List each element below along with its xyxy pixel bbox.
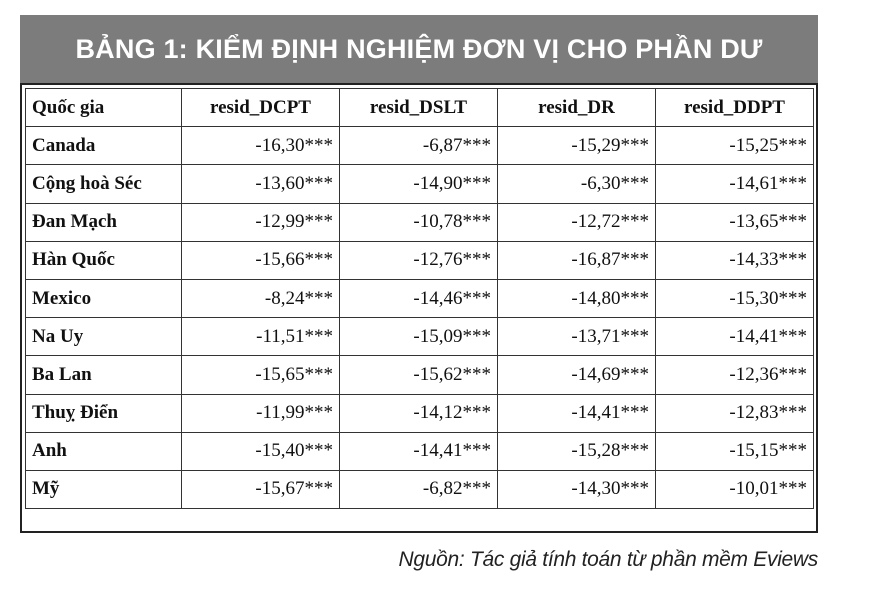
country-cell: Canada: [26, 127, 182, 165]
value-cell: -14,41***: [340, 432, 498, 470]
country-cell: Hàn Quốc: [26, 241, 182, 279]
value-cell: -12,72***: [498, 203, 656, 241]
table-row: [26, 127, 814, 165]
value-cell: -6,30***: [498, 165, 656, 203]
table-row: [26, 356, 814, 394]
header-resid-dcpt: resid_DCPT: [182, 89, 340, 127]
value-cell: -15,66***: [182, 241, 340, 279]
value-cell: -14,46***: [340, 279, 498, 317]
value-cell: -13,60***: [182, 165, 340, 203]
table-row: [26, 318, 814, 356]
value-cell: -14,12***: [340, 394, 498, 432]
table-row: [26, 470, 814, 508]
value-cell: -11,99***: [182, 394, 340, 432]
value-cell: -11,51***: [182, 318, 340, 356]
header-row: [26, 89, 814, 127]
value-cell: -14,90***: [340, 165, 498, 203]
table-row: [26, 203, 814, 241]
country-cell: Mỹ: [26, 470, 182, 508]
country-cell: Anh: [26, 432, 182, 470]
value-cell: -16,30***: [182, 127, 340, 165]
value-cell: -14,41***: [656, 318, 814, 356]
value-cell: -10,01***: [656, 470, 814, 508]
value-cell: -14,30***: [498, 470, 656, 508]
value-cell: -15,09***: [340, 318, 498, 356]
value-cell: -14,80***: [498, 279, 656, 317]
value-cell: -15,25***: [656, 127, 814, 165]
value-cell: -14,61***: [656, 165, 814, 203]
table-row: [26, 394, 814, 432]
value-cell: -14,33***: [656, 241, 814, 279]
value-cell: -8,24***: [182, 279, 340, 317]
value-cell: -12,99***: [182, 203, 340, 241]
value-cell: -6,82***: [340, 470, 498, 508]
value-cell: -14,69***: [498, 356, 656, 394]
table-row: [26, 241, 814, 279]
value-cell: -16,87***: [498, 241, 656, 279]
table-row: [26, 279, 814, 317]
value-cell: -15,67***: [182, 470, 340, 508]
country-cell: Na Uy: [26, 318, 182, 356]
value-cell: -15,65***: [182, 356, 340, 394]
value-cell: -13,65***: [656, 203, 814, 241]
country-cell: Ba Lan: [26, 356, 182, 394]
country-cell: Thuỵ Điển: [26, 394, 182, 432]
value-cell: -13,71***: [498, 318, 656, 356]
value-cell: -15,62***: [340, 356, 498, 394]
results-table: [25, 88, 814, 509]
table-title: BẢNG 1: KIỂM ĐỊNH NGHIỆM ĐƠN VỊ CHO PHẦN DƯ: [20, 15, 818, 83]
value-cell: -10,78***: [340, 203, 498, 241]
value-cell: -12,83***: [656, 394, 814, 432]
header-country: Quốc gia: [26, 89, 182, 127]
table-row: [26, 432, 814, 470]
table-row: [26, 165, 814, 203]
results-table-frame: [20, 83, 818, 533]
country-cell: Đan Mạch: [26, 203, 182, 241]
value-cell: -15,28***: [498, 432, 656, 470]
value-cell: -15,40***: [182, 432, 340, 470]
country-cell: Cộng hoà Séc: [26, 165, 182, 203]
value-cell: -15,15***: [656, 432, 814, 470]
value-cell: -12,76***: [340, 241, 498, 279]
value-cell: -15,29***: [498, 127, 656, 165]
header-resid-dslt: resid_DSLT: [340, 89, 498, 127]
value-cell: -12,36***: [656, 356, 814, 394]
source-note: Nguồn: Tác giả tính toán từ phần mềm Eviews: [398, 548, 818, 571]
country-cell: Mexico: [26, 279, 182, 317]
value-cell: -15,30***: [656, 279, 814, 317]
value-cell: -14,41***: [498, 394, 656, 432]
value-cell: -6,87***: [340, 127, 498, 165]
header-resid-ddpt: resid_DDPT: [656, 89, 814, 127]
header-resid-dr: resid_DR: [498, 89, 656, 127]
